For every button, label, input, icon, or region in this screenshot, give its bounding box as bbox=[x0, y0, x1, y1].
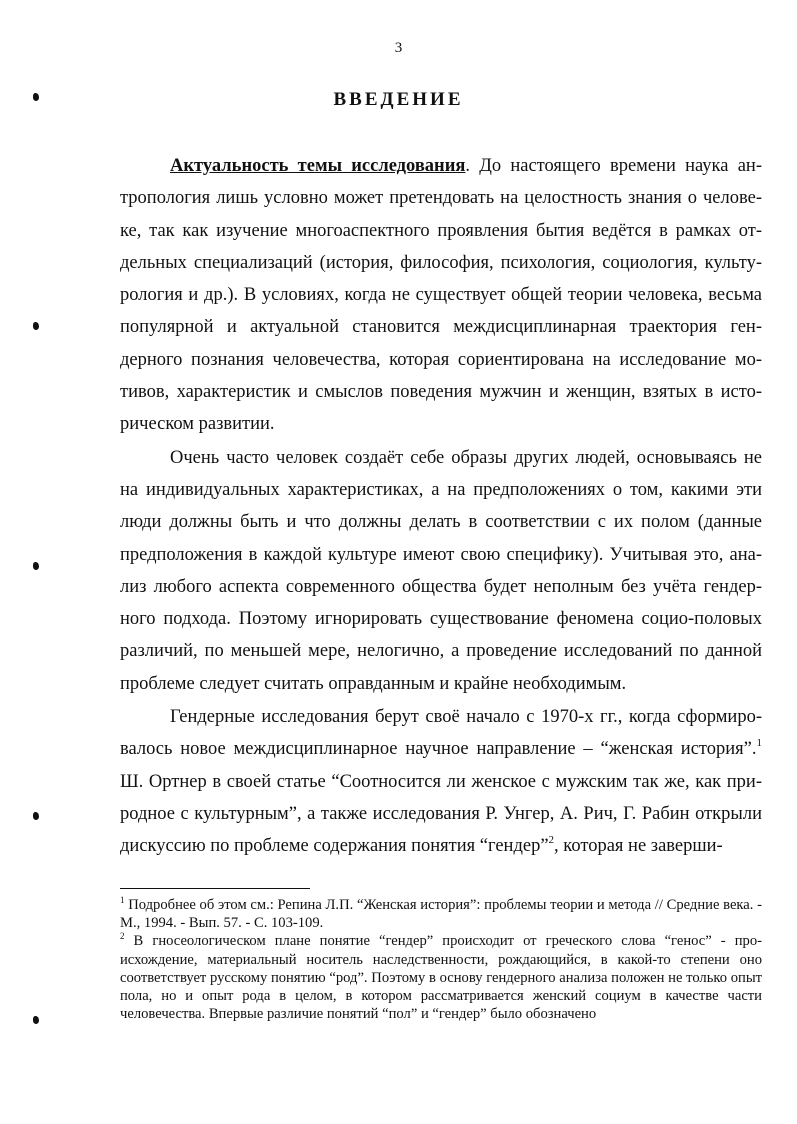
footnote-2-text: В гносеологическом плане понятие “гендер” происходит от греческого слова “генос” - происхождение, материальный носитель наследственности, рождающийся, в какой-то степени оно соответствует русскому понятию “род”. Поэтому в основу гендерного анализа положен не только опыт пола, но и опыт рода в целом, в котором рассматривается женский социум в качестве части человечества. Впервые различие понятий “пол” и “гендер” было обозначено bbox=[120, 933, 762, 1023]
footnote-ref-1: 1 bbox=[756, 737, 762, 750]
footnote-1 bbox=[120, 896, 762, 932]
scan-mark bbox=[33, 812, 39, 820]
paragraph-1-text: . До настоящего времени наука антропология лишь условно может претендовать на целостность знания о человеке, так как изучение многоаспектного проявления бытия ведётся в рамках отдельных специализаций (история, философия, психология, социология, культурология и др.). В условиях, когда не существует общей теории человека, весьма популярной и актуальной становится междисциплинарная траектория гендерного познания человечества, которая сориентирована на исследование мотивов, характеристик и смыслов поведения мужчин и женщин, взятых в историческом развитии. bbox=[120, 156, 762, 435]
footnote-ref-2: 2 bbox=[548, 834, 555, 847]
footnotes bbox=[120, 896, 762, 1023]
body-text bbox=[120, 150, 762, 863]
scan-mark bbox=[33, 562, 39, 570]
footnote-1-text: Подробнее об этом см.: Репина Л.П. “Женская история”: проблемы теории и метода // Средние века. - М., 1994. - Вып. 57. - С. 103-109. bbox=[120, 897, 762, 932]
footnote-2 bbox=[120, 932, 762, 1023]
footnote-2-marker: 2 bbox=[120, 931, 125, 942]
scan-mark bbox=[33, 322, 39, 330]
paragraph-1 bbox=[120, 150, 762, 441]
scan-mark bbox=[33, 93, 39, 101]
lead-phrase: Актуальность темы исследования bbox=[170, 156, 466, 176]
paragraph-3-text-a: Гендерные исследования берут своё начало с 1970-х гг., когда сформировалось новое междисциплинарное научное направление – “женская история”. bbox=[120, 707, 762, 760]
paragraph-3-text-c: , которая не заверши- bbox=[554, 836, 723, 857]
footnote-1-marker: 1 bbox=[120, 895, 125, 905]
page-number: 3 bbox=[394, 40, 403, 56]
paragraph-3-text-b: Ш. Ортнер в своей статье “Соотносится ли женское с мужским так же, как природное с культурным”, а также исследования Р. Унгер, А. Рич, Г. Рабин открыли дискуссию по проблеме содержания понятия “гендер” bbox=[120, 771, 762, 857]
paragraph-3 bbox=[120, 701, 762, 862]
section-heading: ВВЕДЕНИЕ bbox=[333, 89, 464, 110]
paragraph-2: Очень часто человек создаёт себе образы других людей, основываясь не на индивидуальных характеристиках, а на предположениях о том, какими эти люди должны быть и что должны делать в соответствии с их полом (данные предположения в каждой культуре имеют свою специфику). Учитывая это, анализ любого аспекта современного общества будет неполным без учёта гендерного подхода. Поэтому игнорировать существование феномена социо-половых различий, по меньшей мере, нелогично, а проведение исследований по данной проблеме следует считать оправданным и крайне необходимым. bbox=[120, 447, 762, 694]
scan-mark bbox=[33, 1016, 39, 1024]
footnote-separator bbox=[120, 888, 310, 889]
